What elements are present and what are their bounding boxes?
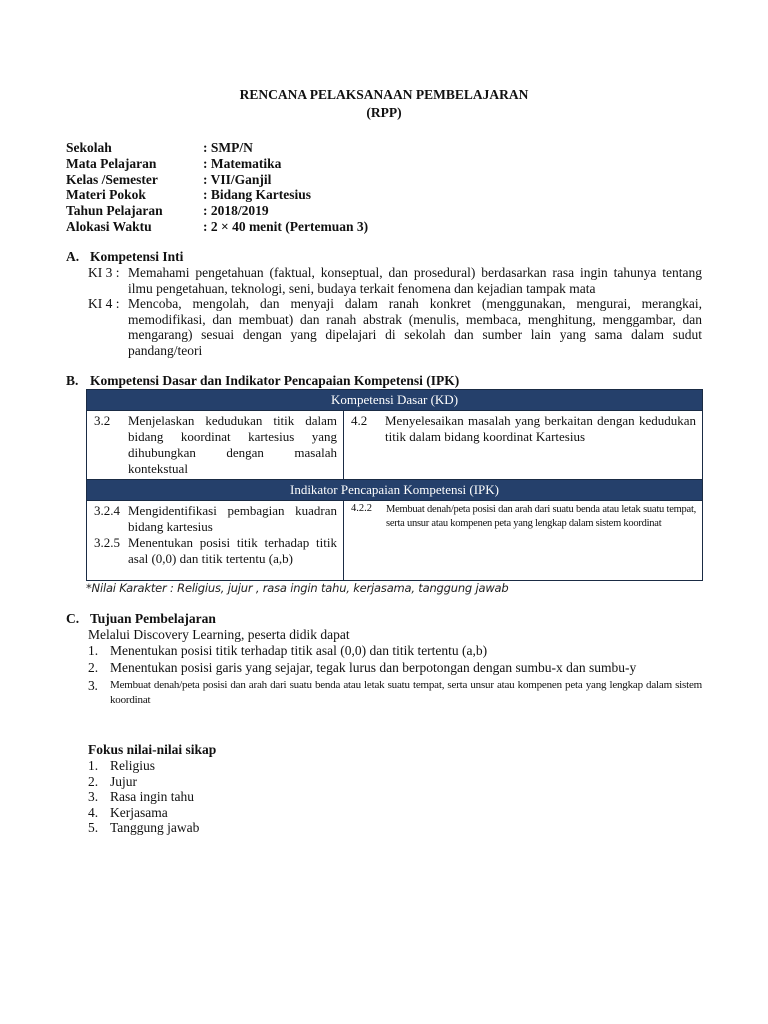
kd-number: 4.2 <box>351 413 368 428</box>
goal-item <box>88 660 702 677</box>
ki-label: KI 4 : <box>88 296 120 311</box>
ipk-number: 3.2.4 <box>94 503 120 518</box>
identity-value: : Bidang Kartesius <box>203 187 312 203</box>
values-list <box>88 758 199 836</box>
identity-key: Materi Pokok <box>66 187 146 203</box>
ipk-number: 3.2.5 <box>94 535 120 550</box>
goal-text: Menentukan posisi garis yang sejajar, tegak lurus dan berpotongan dengan sumbu-x dan sumbu-y <box>110 659 637 675</box>
value-number: 4. <box>88 804 99 820</box>
value-item <box>88 758 199 774</box>
section-title: Kompetensi Dasar dan Indikator Pencapaian Kompetensi (IPK) <box>90 373 460 388</box>
kd-number: 3.2 <box>94 413 111 428</box>
goal-text: Menentukan posisi titik terhadap titik asal (0,0) dan titik tertentu (a,b) <box>110 643 488 658</box>
section-title: Tujuan Pembelajaran <box>90 611 216 626</box>
identity-key: Kelas /Semester <box>66 171 158 187</box>
ipk-header: Indikator Pencapaian Kompetensi (IPK) <box>87 480 703 501</box>
identity-value: : 2018/2019 <box>203 203 269 219</box>
goal-item <box>88 643 702 660</box>
kd-text: Menjelaskan kedudukan titik dalam bidang koordinat kartesius yang dihubungkan dengan masalah kontekstual <box>128 413 337 476</box>
character-values-note: *Nilai Karakter : Religius, jujur , rasa ingin tahu, kerjasama, tanggung jawab <box>86 581 509 595</box>
value-item <box>88 805 199 821</box>
ipk-item <box>94 535 337 567</box>
ki-text: Memahami pengetahuan (faktual, konseptual, dan prosedural) berdasarkan rasa ingin tahunya tentang ilmu pengetahuan, teknologi, seni, budaya terkait fenomena dan kejadian tampak mata <box>128 265 702 296</box>
goal-number: 1. <box>88 643 99 658</box>
value-text: Jujur <box>110 773 137 789</box>
value-item <box>88 774 199 790</box>
value-text: Religius <box>110 758 156 773</box>
ki-4-item <box>88 296 702 358</box>
value-text: Tanggung jawab <box>110 820 200 836</box>
section-letter: B. <box>66 373 79 388</box>
value-number: 1. <box>88 758 99 773</box>
ipk-text: Menentukan posisi titik terhadap titik asal (0,0) dan titik tertentu (a,b) <box>128 535 337 566</box>
ipk-cell-3 <box>87 501 344 581</box>
identity-row <box>66 172 368 188</box>
identity-value: : VII/Ganjil <box>203 171 272 187</box>
identity-row <box>66 140 368 156</box>
ki-label: KI 3 : <box>88 265 120 280</box>
ipk-item <box>94 503 337 535</box>
identity-key: Mata Pelajaran <box>66 155 157 171</box>
identity-value: : 2 × 40 menit (Pertemuan 3) <box>203 218 369 234</box>
section-b-heading <box>66 373 459 389</box>
goal-number: 2. <box>88 659 99 675</box>
identity-row <box>66 187 368 203</box>
identity-row <box>66 156 368 172</box>
kd-cell-3-2 <box>87 411 344 480</box>
value-number: 5. <box>88 820 99 836</box>
kd-cell-4-2 <box>344 411 703 480</box>
goal-text: Membuat denah/peta posisi dan arah dari suatu benda atau letak suatu tempat, serta unsur atau kompenen peta yang lengkap dalam sistem koordinat <box>110 679 702 706</box>
ipk-text: Mengidentifikasi pembagian kuadran bidang kartesius <box>128 503 337 534</box>
value-number: 3. <box>88 789 99 805</box>
identity-row <box>66 203 368 219</box>
identity-row <box>66 219 368 235</box>
section-letter: C. <box>66 611 80 626</box>
ipk-number: 4.2.2 <box>351 503 372 514</box>
kd-header: Kompetensi Dasar (KD) <box>87 390 703 411</box>
identity-key: Alokasi Waktu <box>66 218 152 234</box>
kd-text: Menyelesaikan masalah yang berkaitan dengan kedudukan titik dalam bidang koordinat Kartesius <box>385 413 696 444</box>
section-a-heading <box>66 249 183 265</box>
identity-key: Tahun Pelajaran <box>66 203 163 219</box>
goals-intro: Melalui Discovery Learning, peserta didik dapat <box>88 627 350 642</box>
ki-text: Mencoba, mengolah, dan menyaji dalam ranah konkret (menggunakan, mengurai, merangkai, memodifikasi, dan membuat) dan ranah abstrak (menulis, membaca, menghitung, menggambar, dan mengarang) sesuai dengan yang dipelajari di sekolah dan sumber lain yang sama dalam sudut pandang/teori <box>128 296 702 358</box>
identity-table <box>66 140 368 235</box>
value-number: 2. <box>88 773 99 789</box>
value-item <box>88 789 199 805</box>
value-item <box>88 820 199 836</box>
ki-3-item <box>88 265 702 296</box>
goals-list <box>88 643 702 708</box>
goal-item <box>88 678 702 708</box>
competency-table <box>86 389 703 581</box>
ipk-cell-4 <box>344 501 703 581</box>
document-title: RENCANA PELAKSANAAN PEMBELAJARAN <box>239 87 529 102</box>
section-letter: A. <box>66 249 80 264</box>
focus-values-title: Fokus nilai-nilai sikap <box>88 742 217 757</box>
section-title: Kompetensi Inti <box>90 249 184 264</box>
value-text: Kerjasama <box>110 804 168 820</box>
value-text: Rasa ingin tahu <box>110 789 194 805</box>
identity-value: : SMP/N <box>203 140 253 155</box>
ipk-text: Membuat denah/peta posisi dan arah dari suatu benda atau letak suatu tempat, serta unsur atau kompenen peta yang lengkap dalam sistem koordinat <box>386 504 696 529</box>
goal-number: 3. <box>88 678 98 693</box>
document-subtitle: (RPP) <box>366 105 402 120</box>
identity-key: Sekolah <box>66 140 112 155</box>
identity-value: : Matematika <box>203 155 282 171</box>
section-c-heading <box>66 611 216 627</box>
